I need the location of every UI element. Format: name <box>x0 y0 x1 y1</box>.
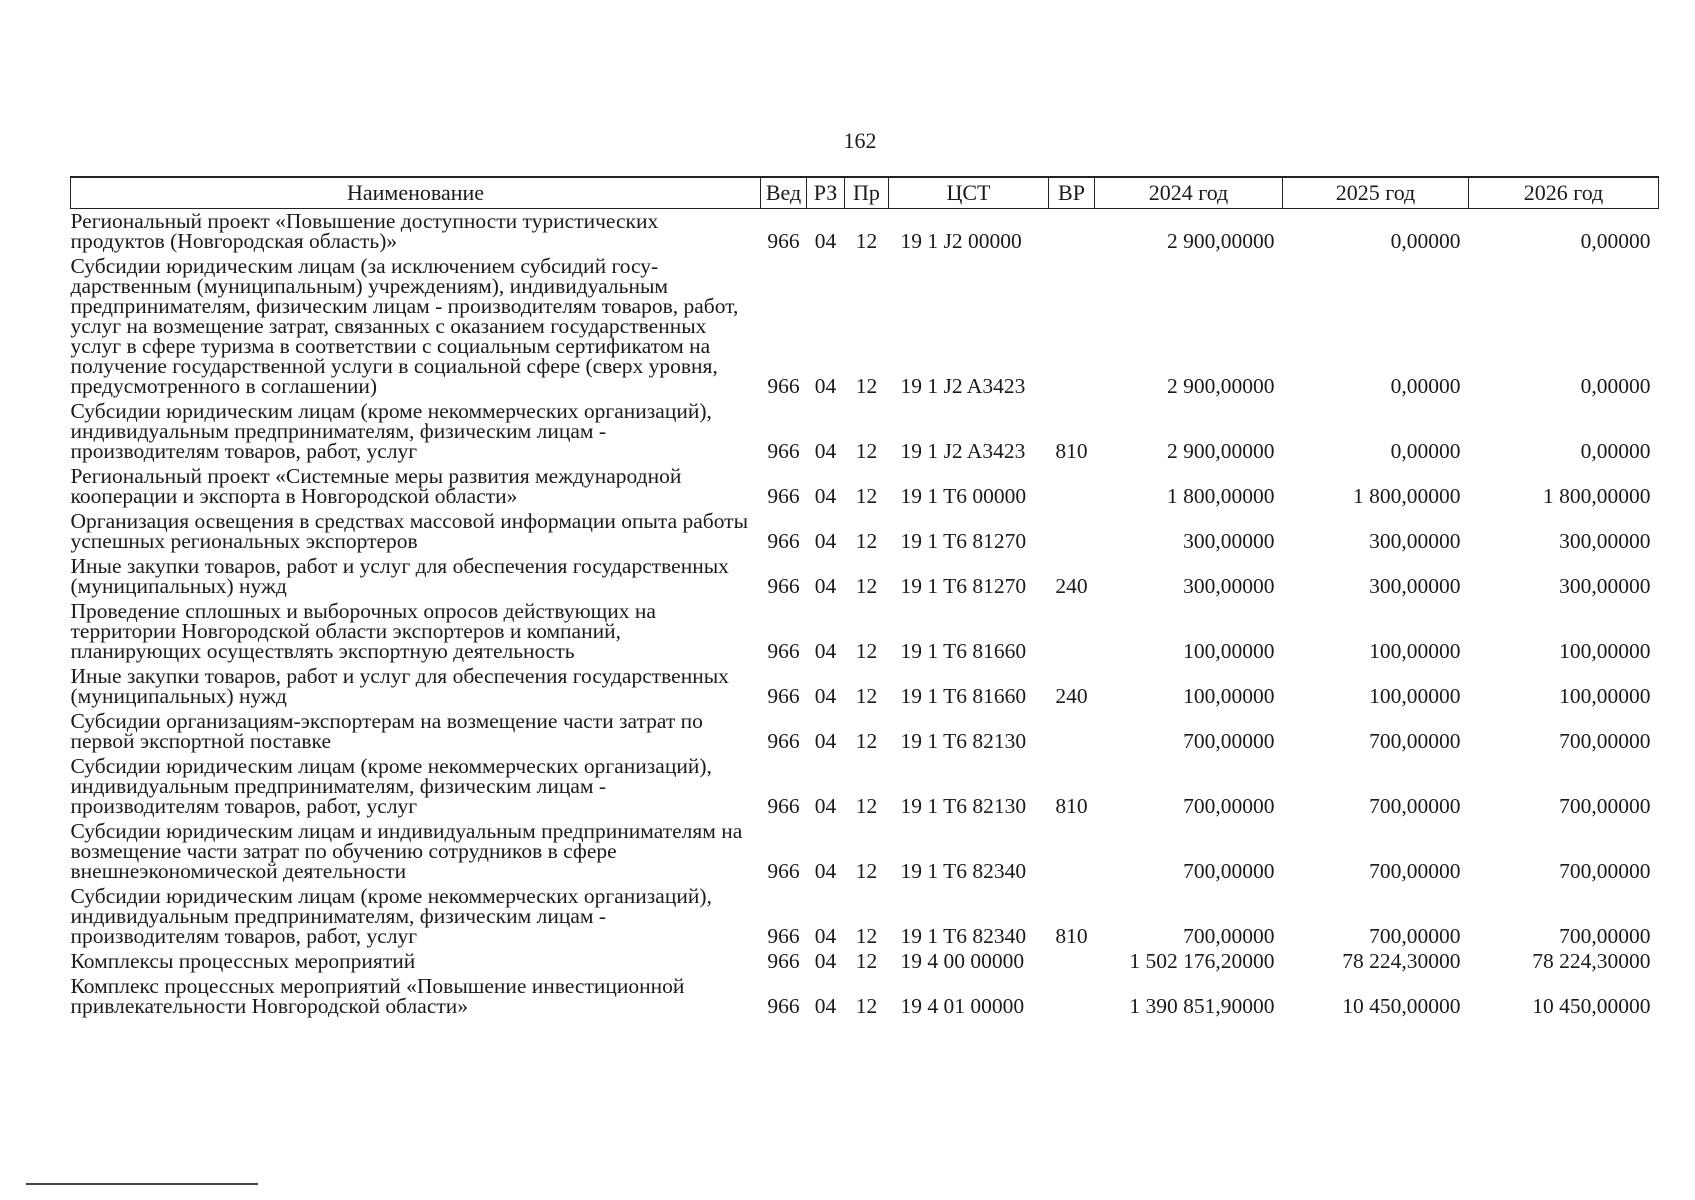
row-rz: 04 <box>814 859 837 883</box>
row-2026: 1 800,00000 <box>1543 484 1651 508</box>
page-number: 162 <box>843 128 877 153</box>
table-row <box>71 884 1659 949</box>
row-vr <box>1049 819 1095 884</box>
row-2025: 700,00000 <box>1369 859 1461 883</box>
table-body <box>71 209 1659 1020</box>
footer-divider <box>26 1183 258 1185</box>
row-pr: 12 <box>855 229 878 253</box>
header-pr: Пр <box>845 177 889 209</box>
row-2024: 700,00000 <box>1183 924 1275 948</box>
table-row <box>71 464 1659 509</box>
row-2026: 700,00000 <box>1559 924 1651 948</box>
row-rz: 04 <box>814 729 837 753</box>
row-ved: 966 <box>767 439 800 463</box>
row-rz: 04 <box>814 529 837 553</box>
header-ved: Вед <box>761 177 807 209</box>
row-name: Иные закупки товаров, работ и услуг для обеспечения государственных (муниципальных) нужд <box>70 554 729 598</box>
row-rz: 04 <box>814 374 837 398</box>
row-pr: 12 <box>855 439 878 463</box>
row-cst: 19 1 J2 A3423 <box>900 374 1026 398</box>
table-row <box>71 754 1659 819</box>
row-rz: 04 <box>814 639 837 663</box>
row-pr: 12 <box>855 859 878 883</box>
row-2024: 700,00000 <box>1183 859 1275 883</box>
row-2024: 1 800,00000 <box>1167 484 1275 508</box>
row-pr: 12 <box>855 374 878 398</box>
row-rz: 04 <box>814 684 837 708</box>
row-2026: 0,00000 <box>1580 229 1651 253</box>
row-name: Субсидии организациям-экспортерам на возмещение части затрат по первой экспортной поставке <box>70 709 703 753</box>
row-pr: 12 <box>855 994 878 1018</box>
row-2024: 2 900,00000 <box>1167 439 1275 463</box>
table-row <box>71 709 1659 754</box>
row-ved: 966 <box>767 484 800 508</box>
row-cst: 19 4 00 00000 <box>900 949 1025 973</box>
row-2025: 700,00000 <box>1369 924 1461 948</box>
row-2024: 2 900,00000 <box>1167 229 1275 253</box>
row-2025: 700,00000 <box>1369 729 1461 753</box>
row-name: Региональный проект «Системные меры развития международной кооперации и экспорта в Новгородской области» <box>70 464 682 508</box>
row-ved: 966 <box>767 229 800 253</box>
row-pr: 12 <box>855 949 878 973</box>
row-2025: 100,00000 <box>1369 639 1461 663</box>
row-cst: 19 1 T6 82340 <box>900 859 1027 883</box>
row-pr: 12 <box>855 729 878 753</box>
row-vr: 240 <box>1055 574 1088 598</box>
row-2025: 78 224,30000 <box>1342 949 1461 973</box>
row-2024: 300,00000 <box>1183 529 1275 553</box>
row-2025: 0,00000 <box>1390 229 1461 253</box>
table-row <box>71 254 1659 399</box>
row-pr: 12 <box>855 529 878 553</box>
row-vr <box>1049 599 1095 664</box>
row-2026: 300,00000 <box>1559 529 1651 553</box>
row-cst: 19 1 T6 82340 <box>900 924 1027 948</box>
row-2025: 1 800,00000 <box>1353 484 1461 508</box>
row-2024: 2 900,00000 <box>1167 374 1275 398</box>
row-ved: 966 <box>767 574 800 598</box>
row-vr: 810 <box>1055 794 1088 818</box>
row-pr: 12 <box>855 794 878 818</box>
row-pr: 12 <box>855 684 878 708</box>
header-2025: 2025 год <box>1283 177 1469 209</box>
row-rz: 04 <box>814 794 837 818</box>
header-name: Наименование <box>71 177 761 209</box>
row-vr <box>1049 974 1095 1019</box>
row-ved: 966 <box>767 684 800 708</box>
row-2025: 300,00000 <box>1369 574 1461 598</box>
row-2026: 700,00000 <box>1559 859 1651 883</box>
table-row <box>71 599 1659 664</box>
table-row <box>71 664 1659 709</box>
row-ved: 966 <box>767 729 800 753</box>
row-2024: 1 502 176,20000 <box>1129 949 1275 973</box>
row-cst: 19 4 01 00000 <box>900 994 1025 1018</box>
row-rz: 04 <box>814 924 837 948</box>
row-vr <box>1049 709 1095 754</box>
row-name: Субсидии юридическим лицам (кроме некоммерческих организаций), индивидуальным предпринимателям, физическим лицам - производителям товаров, работ, услуг <box>70 754 712 818</box>
row-rz: 04 <box>814 229 837 253</box>
row-ved: 966 <box>767 794 800 818</box>
row-pr: 12 <box>855 574 878 598</box>
row-name: Субсидии юридическим лицам (кроме некоммерческих организаций), индивидуальным предпринимателям, физическим лицам - производителям товаров, работ, услуг <box>70 884 712 948</box>
row-2024: 1 390 851,90000 <box>1129 994 1275 1018</box>
row-2024: 100,00000 <box>1183 684 1275 708</box>
row-ved: 966 <box>767 374 800 398</box>
row-name: Субсидии юридическим лицам (за исключением субсидий государственным (муниципальным) учреждениям), индивидуальным предпринимателям, физическим лицам - производителям товаров, работ, услуг на возмещение затрат, связанных с оказанием государственных услуг в сфере туризма в соответствии с социальным сертификатом на получение государственной услуги в социальной сфере (сверх уровня, предусмотренного в соглашении) <box>70 254 739 398</box>
row-pr: 12 <box>855 639 878 663</box>
row-vr <box>1049 509 1095 554</box>
row-cst: 19 1 T6 00000 <box>900 484 1027 508</box>
row-cst: 19 1 T6 81660 <box>900 639 1027 663</box>
row-cst: 19 1 T6 81270 <box>900 529 1027 553</box>
table-row <box>71 399 1659 464</box>
header-rz: РЗ <box>807 177 845 209</box>
table-row <box>71 819 1659 884</box>
header-vr: ВР <box>1049 177 1095 209</box>
row-2025: 300,00000 <box>1369 529 1461 553</box>
header-cst: ЦСТ <box>889 177 1049 209</box>
row-rz: 04 <box>814 574 837 598</box>
row-2025: 0,00000 <box>1390 374 1461 398</box>
row-vr: 240 <box>1055 684 1088 708</box>
header-2024: 2024 год <box>1095 177 1283 209</box>
table-row <box>71 554 1659 599</box>
row-cst: 19 1 J2 A3423 <box>900 439 1026 463</box>
row-name: Региональный проект «Повышение доступности туристических продуктов (Новгородская область)» <box>70 209 659 253</box>
row-rz: 04 <box>814 439 837 463</box>
row-ved: 966 <box>767 994 800 1018</box>
row-2024: 100,00000 <box>1183 639 1275 663</box>
row-pr: 12 <box>855 484 878 508</box>
row-vr <box>1049 254 1095 399</box>
row-rz: 04 <box>814 949 837 973</box>
row-vr: 810 <box>1055 439 1088 463</box>
row-cst: 19 1 T6 82130 <box>900 729 1027 753</box>
row-2024: 300,00000 <box>1183 574 1275 598</box>
row-ved: 966 <box>767 949 800 973</box>
row-name: Комплекс процессных мероприятий «Повышение инвестиционной привлекательности Новгородской области» <box>70 974 685 1018</box>
row-2026: 0,00000 <box>1580 374 1651 398</box>
row-2026: 100,00000 <box>1559 639 1651 663</box>
row-2025: 0,00000 <box>1390 439 1461 463</box>
row-name: Организация освещения в средствах массовой информации опыта работы успешных региональных экспортеров <box>70 509 749 553</box>
row-cst: 19 1 J2 00000 <box>900 229 1022 253</box>
row-2026: 10 450,00000 <box>1532 994 1651 1018</box>
budget-table <box>70 176 1659 1019</box>
row-vr <box>1049 464 1095 509</box>
row-2026: 700,00000 <box>1559 729 1651 753</box>
row-cst: 19 1 T6 82130 <box>900 794 1027 818</box>
row-rz: 04 <box>814 484 837 508</box>
table-row <box>71 509 1659 554</box>
row-2025: 100,00000 <box>1369 684 1461 708</box>
row-2026: 78 224,30000 <box>1532 949 1651 973</box>
row-cst: 19 1 T6 81270 <box>900 574 1027 598</box>
row-vr <box>1049 949 1095 974</box>
row-2026: 0,00000 <box>1580 439 1651 463</box>
row-vr <box>1049 209 1095 255</box>
table-row <box>71 974 1659 1019</box>
row-cst: 19 1 T6 81660 <box>900 684 1027 708</box>
row-2025: 700,00000 <box>1369 794 1461 818</box>
row-2024: 700,00000 <box>1183 729 1275 753</box>
header-2026: 2026 год <box>1469 177 1659 209</box>
row-ved: 966 <box>767 529 800 553</box>
row-ved: 966 <box>767 859 800 883</box>
row-ved: 966 <box>767 924 800 948</box>
row-name: Иные закупки товаров, работ и услуг для обеспечения государственных (муниципальных) нужд <box>70 664 729 708</box>
row-ved: 966 <box>767 639 800 663</box>
table-row <box>71 209 1659 255</box>
row-2024: 700,00000 <box>1183 794 1275 818</box>
row-name: Субсидии юридическим лицам и индивидуальным предпринимателям на возмещение части затрат по обучению сотрудников в сфере внешнеэкономической деятельности <box>70 819 743 883</box>
row-2026: 100,00000 <box>1559 684 1651 708</box>
row-2026: 700,00000 <box>1559 794 1651 818</box>
row-name: Проведение сплошных и выборочных опросов действующих на территории Новгородской области экспортеров и компаний, планирующих осуществлять экспортную деятельность <box>70 599 656 663</box>
row-rz: 04 <box>814 994 837 1018</box>
row-vr: 810 <box>1055 924 1088 948</box>
table-header <box>71 177 1659 209</box>
row-pr: 12 <box>855 924 878 948</box>
row-name: Комплексы процессных мероприятий <box>70 949 416 973</box>
row-2026: 300,00000 <box>1559 574 1651 598</box>
row-2025: 10 450,00000 <box>1342 994 1461 1018</box>
table-row <box>71 949 1659 974</box>
row-name: Субсидии юридическим лицам (кроме некоммерческих организаций), индивидуальным предпринимателям, физическим лицам - производителям товаров, работ, услуг <box>70 399 712 463</box>
